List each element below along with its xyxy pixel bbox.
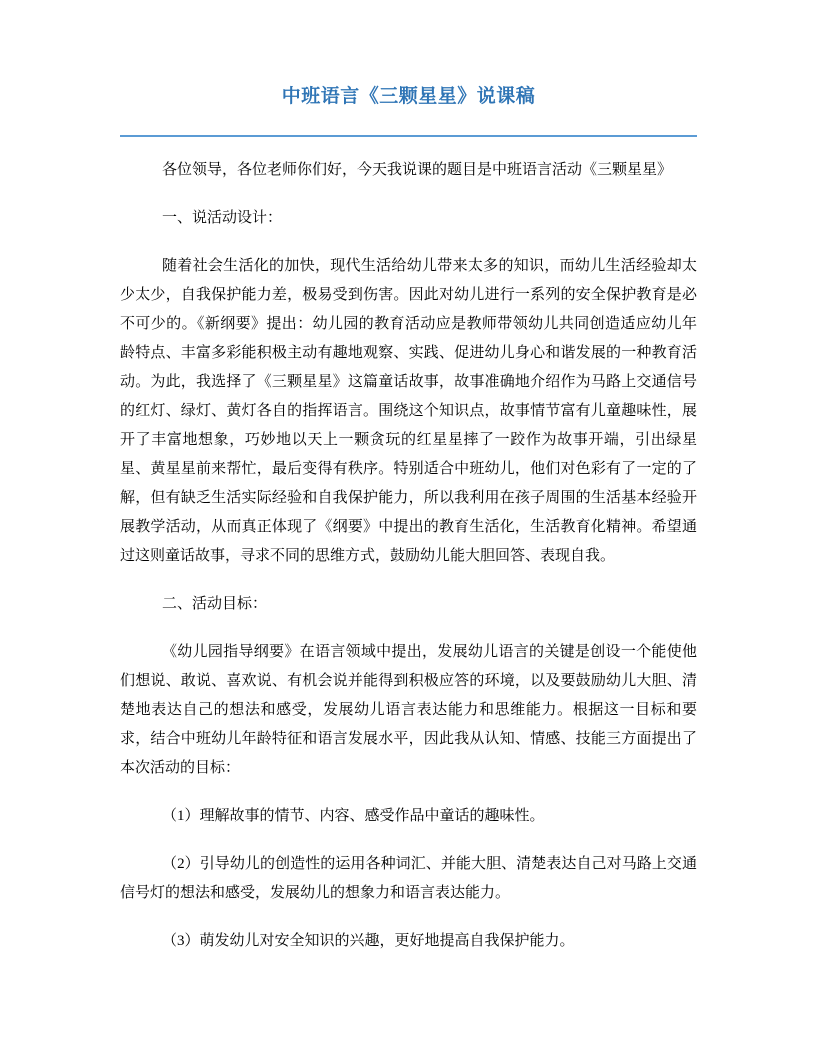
paragraph-goal-2: （2）引导幼儿的创造性的运用各种词汇、并能大胆、清楚表达自己对马路上交通信号灯的想法和感受，发展幼儿的想象力和语言表达能力。	[120, 855, 697, 901]
document-body	[120, 156, 697, 956]
paragraph-goal-1: （1）理解故事的情节、内容、感受作品中童话的趣味性。	[162, 807, 545, 824]
paragraph-activity-design: 随着社会生活化的加快，现代生活给幼儿带来太多的知识，而幼儿生活经验却太少太少，自我保护能力差，极易受到伤害。因此对幼儿进行一系列的安全保护教育是必不可少的。《新纲要》提出：幼儿园的教育活动应是教师带领幼儿共同创造适应幼儿年龄特点、丰富多彩能积极主动有趣地观察、实践、促进幼儿身心和谐发展的一种教育活动。为此，我选择了《三颗星星》这篇童话故事，故事准确地介绍作为马路上交通信号的红灯、绿灯、黄灯各自的指挥语言。围绕这个知识点，故事情节富有儿童趣味性，展开了丰富地想象，巧妙地以天上一颗贪玩的红星星摔了一跤作为故事开端，引出绿星星、黄星星前来帮忙，最后变得有秩序。特别适合中班幼儿，他们对色彩有了一定的了解，但有缺乏生活实际经验和自我保护能力，所以我利用在孩子周围的生活基本经验开展教学活动，从而真正体现了《纲要》中提出的教育生活化，生活教育化精神。希望通过这则童话故事，寻求不同的思维方式，鼓励幼儿能大胆回答、表现自我。	[120, 257, 697, 564]
document-title: 中班语言《三颗星星》说课稿	[281, 86, 536, 107]
paragraph-section1-heading: 一、说活动设计：	[162, 209, 283, 226]
paragraph-greeting: 各位领导，各位老师你们好，今天我说课的题目是中班语言活动《三颗星星》	[162, 161, 673, 178]
paragraph-activity-goals-intro: 《幼儿园指导纲要》在语言领域中提出，发展幼儿语言的关键是创设一个能使他们想说、敢说、喜欢说、有机会说并能得到积极应答的环境，以及要鼓励幼儿大胆、清楚地表达自己的想法和感受，发展幼儿语言表达能力和思维能力。根据这一目标和要求，结合中班幼儿年龄特征和语言发展水平，因此我从认知、情感、技能三方面提出了本次活动的目标：	[120, 643, 697, 776]
paragraph-section2-heading: 二、活动目标：	[162, 595, 268, 612]
paragraph-goal-3: （3）萌发幼儿对安全知识的兴趣，更好地提高自我保护能力。	[162, 932, 575, 949]
title-divider-rule	[120, 135, 697, 137]
